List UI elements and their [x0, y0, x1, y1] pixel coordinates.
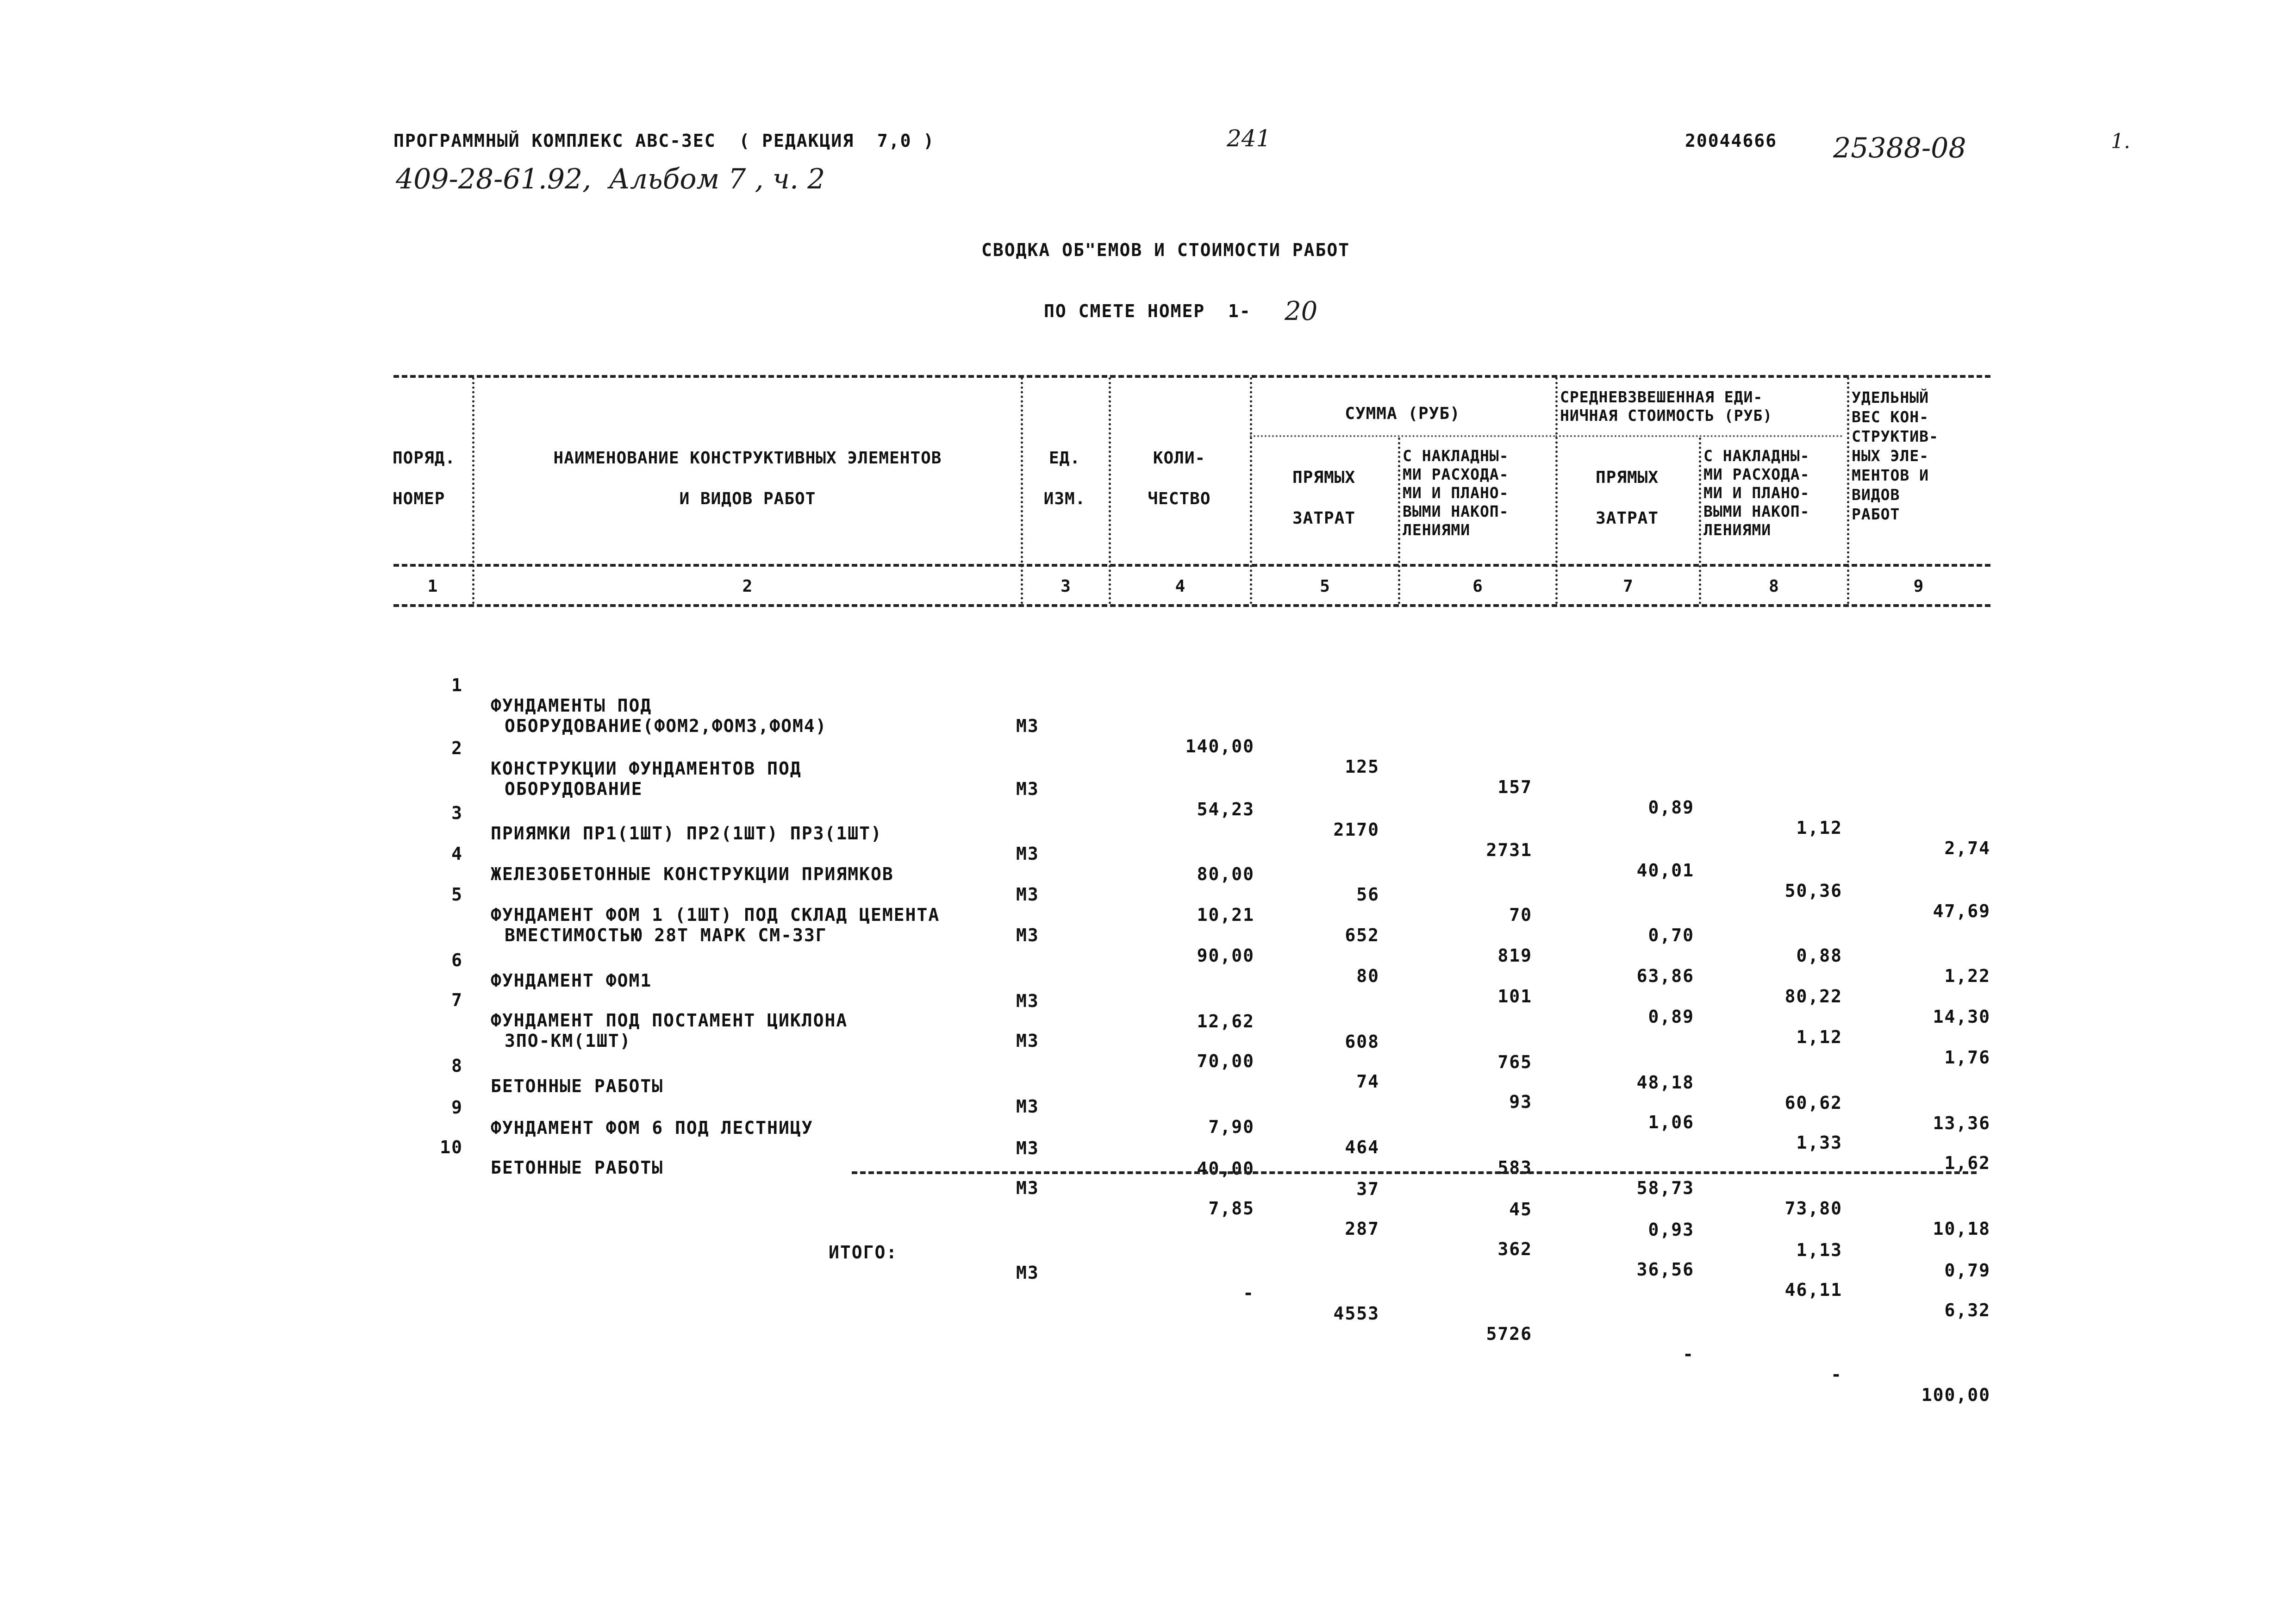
page-number: 241 [1227, 125, 1271, 152]
row-name: ФУНДАМЕНТЫ ПОД ОБОРУДОВАНИЕ(ФОМ2,ФОМ3,ФОМ4) [491, 695, 827, 736]
row-avg-direct: 63,86 [1636, 966, 1694, 986]
col-number-9: 9 [1913, 577, 1924, 596]
document-title: СВОДКА ОБ"ЕМОВ И СТОИМОСТИ РАБОТ [981, 240, 1350, 260]
row-unit: М3 [1016, 716, 1039, 736]
row-avg-direct: 0,89 [1648, 1007, 1694, 1027]
row-avg-overhead: 73,80 [1784, 1198, 1842, 1219]
col-number-3: 3 [1061, 577, 1071, 596]
program-name: ПРОГРАММНЫЙ КОМПЛЕКС АВС-3ЕС ( РЕДАКЦИЯ 7,0 ) [393, 131, 935, 151]
document-code: 20044666 [1685, 131, 1778, 151]
row-share: 10,18 [1933, 1219, 1990, 1239]
row-avg-overhead: 46,11 [1784, 1280, 1842, 1300]
corner-mark: 1. [2111, 130, 2130, 153]
totals-overhead: 5726 [1486, 1324, 1532, 1344]
row-number: 5 [451, 884, 463, 905]
totals-avg-overhead: - [1831, 1364, 1842, 1385]
row-direct: 608 [1345, 1032, 1379, 1052]
totals-rule [852, 1171, 1977, 1174]
col-separator-8 [1847, 377, 1849, 604]
row-direct: 37 [1356, 1179, 1379, 1199]
estimate-number-handwritten: 20 [1285, 296, 1318, 326]
row-number: 6 [451, 950, 463, 970]
row-unit: М3 [1016, 991, 1039, 1011]
row-number: 9 [451, 1097, 463, 1118]
row-quantity: 12,62 [1197, 1011, 1254, 1032]
row-quantity: 70,00 [1197, 1051, 1254, 1071]
row-unit: М3 [1016, 1138, 1039, 1158]
col-separator-1 [472, 377, 474, 604]
row-avg-direct: 58,73 [1636, 1178, 1694, 1198]
row-number: 8 [451, 1056, 463, 1076]
row-direct: 125 [1345, 756, 1379, 777]
row-overhead: 819 [1497, 945, 1532, 966]
col-header-overhead: С НАКЛАДНЫ- МИ РАСХОДА- МИ И ПЛАНО- ВЫМИ НАКОП- ЛЕНИЯМИ [1403, 447, 1509, 539]
row-share: 13,36 [1933, 1113, 1990, 1133]
col-header-share: УДЕЛЬНЫЙ ВЕС КОН- СТРУКТИВ- НЫХ ЭЛЕ- МЕНТОВ И ВИДОВ РАБОТ [1852, 388, 1939, 523]
header-bottom-rule [393, 564, 1990, 567]
row-quantity: 10,21 [1197, 905, 1254, 925]
col-number-6: 6 [1472, 577, 1483, 596]
row-direct: 2170 [1333, 819, 1379, 840]
row-number: 4 [451, 844, 463, 864]
totals-direct: 4553 [1333, 1303, 1379, 1324]
row-unit: М3 [1016, 884, 1039, 905]
row-share: 0,79 [1944, 1260, 1990, 1281]
totals-unit: М3 [1016, 1263, 1039, 1283]
row-overhead: 70 [1509, 905, 1532, 925]
col-header-unit: ЕД. ИЗМ. [1043, 449, 1086, 508]
row-avg-overhead: 80,22 [1784, 986, 1842, 1007]
album-reference: 409-28-61.92, Альбом 7 , ч. 2 [396, 163, 825, 195]
row-avg-direct: 0,93 [1648, 1219, 1694, 1240]
totals-quantity: - [1243, 1283, 1254, 1303]
totals-label: ИТОГО: [829, 1242, 898, 1263]
row-number: 10 [440, 1137, 463, 1157]
row-unit: М3 [1016, 779, 1039, 799]
row-overhead: 2731 [1486, 840, 1532, 860]
totals-avg-direct: - [1683, 1344, 1694, 1364]
row-name: ФУНДАМЕНТ ПОД ПОСТАМЕНТ ЦИКЛОНА 3ПО-КМ(1ШТ) [491, 1010, 848, 1051]
avg-group-rule [1555, 435, 1842, 437]
row-avg-overhead: 60,62 [1784, 1093, 1842, 1113]
totals-share: 100,00 [1921, 1385, 1990, 1405]
row-name: БЕТОННЫЕ РАБОТЫ [491, 1076, 664, 1096]
col-header-quantity: КОЛИ- ЧЕСТВО [1148, 449, 1211, 508]
col-number-5: 5 [1320, 577, 1330, 596]
row-unit: М3 [1016, 1031, 1039, 1051]
row-quantity: 90,00 [1197, 945, 1254, 966]
group-header-average: СРЕДНЕВЗВЕШЕННАЯ ЕДИ- НИЧНАЯ СТОИМОСТЬ (РУБ) [1560, 388, 1773, 425]
row-share: 1,62 [1944, 1153, 1990, 1173]
row-quantity: 7,85 [1208, 1198, 1254, 1219]
row-name: ЖЕЛЕЗОБЕТОННЫЕ КОНСТРУКЦИИ ПРИЯМКОВ [491, 864, 894, 884]
row-share: 47,69 [1933, 901, 1990, 921]
row-name: ПРИЯМКИ ПР1(1ШТ) ПР2(1ШТ) ПР3(1ШТ) [491, 823, 882, 844]
row-share: 1,22 [1944, 966, 1990, 986]
row-avg-direct: 40,01 [1636, 860, 1694, 881]
col-header-name: НАИМЕНОВАНИЕ КОНСТРУКТИВНЫХ ЭЛЕМЕНТОВ И ВИДОВ РАБОТ [553, 449, 942, 508]
col-header-order: ПОРЯД. НОМЕР [393, 449, 456, 508]
table-top-rule [393, 375, 1990, 378]
col-number-1: 1 [427, 577, 438, 596]
row-unit: М3 [1016, 925, 1039, 945]
row-unit: М3 [1016, 1178, 1039, 1198]
row-number: 7 [451, 990, 463, 1010]
row-quantity: 140,00 [1185, 736, 1254, 756]
row-avg-direct: 48,18 [1636, 1072, 1694, 1093]
row-avg-overhead: 1,13 [1796, 1240, 1842, 1260]
estimate-number-label: ПО СМЕТЕ НОМЕР 1- [1044, 301, 1251, 321]
row-number: 3 [451, 803, 463, 823]
row-quantity: 54,23 [1197, 799, 1254, 819]
row-overhead: 583 [1497, 1157, 1532, 1178]
row-quantity: 7,90 [1208, 1117, 1254, 1137]
row-avg-direct: 0,89 [1648, 797, 1694, 818]
row-share: 1,76 [1944, 1047, 1990, 1068]
row-overhead: 93 [1509, 1092, 1532, 1112]
col-number-7: 7 [1623, 577, 1634, 596]
row-direct: 652 [1345, 925, 1379, 945]
numbers-bottom-rule [393, 604, 1990, 607]
row-overhead: 157 [1497, 777, 1532, 797]
col-header-avg-direct: ПРЯМЫХ ЗАТРАТ [1595, 468, 1659, 528]
row-unit: М3 [1016, 844, 1039, 864]
row-number: 1 [451, 675, 463, 695]
row-share: 2,74 [1944, 838, 1990, 858]
col-header-direct: ПРЯМЫХ ЗАТРАТ [1292, 468, 1356, 528]
row-overhead: 101 [1497, 986, 1532, 1007]
col-number-8: 8 [1769, 577, 1779, 596]
col-header-avg-overhead: С НАКЛАДНЫ- МИ РАСХОДА- МИ И ПЛАНО- ВЫМИ НАКОП- ЛЕНИЯМИ [1703, 447, 1810, 539]
row-overhead: 362 [1497, 1239, 1532, 1259]
row-number: 2 [451, 738, 463, 758]
row-direct: 287 [1345, 1219, 1379, 1239]
row-name: ФУНДАМЕНТ ФОМ 1 (1ШТ) ПОД СКЛАД ЦЕМЕНТА ВМЕСТИМОСТЬЮ 28Т МАРК СМ-33Г [491, 905, 940, 945]
row-overhead: 765 [1497, 1052, 1532, 1072]
row-avg-direct: 1,06 [1648, 1112, 1694, 1132]
row-direct: 74 [1356, 1071, 1379, 1092]
row-avg-direct: 0,70 [1648, 925, 1694, 945]
row-name: БЕТОННЫЕ РАБОТЫ [491, 1157, 664, 1178]
row-share: 6,32 [1944, 1300, 1990, 1320]
row-avg-overhead: 1,12 [1796, 818, 1842, 838]
col-number-2: 2 [742, 577, 753, 596]
row-name: КОНСТРУКЦИИ ФУНДАМЕНТОВ ПОД ОБОРУДОВАНИЕ [491, 758, 802, 799]
row-direct: 464 [1345, 1137, 1379, 1157]
row-direct: 80 [1356, 966, 1379, 986]
row-unit: М3 [1016, 1096, 1039, 1117]
row-quantity: 80,00 [1197, 864, 1254, 884]
row-share: 14,30 [1933, 1007, 1990, 1027]
row-avg-overhead: 1,33 [1796, 1132, 1842, 1153]
group-header-sum: СУММА (РУБ) [1345, 404, 1460, 423]
row-quantity: 40,00 [1197, 1158, 1254, 1179]
row-avg-overhead: 50,36 [1784, 881, 1842, 901]
row-avg-overhead: 1,12 [1796, 1027, 1842, 1047]
row-name: ФУНДАМЕНТ ФОМ1 [491, 970, 652, 991]
col-number-4: 4 [1175, 577, 1186, 596]
sum-group-rule [1250, 435, 1555, 437]
row-name: ФУНДАМЕНТ ФОМ 6 ПОД ЛЕСТНИЦУ [491, 1118, 813, 1138]
row-overhead: 45 [1509, 1199, 1532, 1219]
row-avg-overhead: 0,88 [1796, 945, 1842, 966]
handwritten-number: 25388-08 [1833, 132, 1966, 164]
row-avg-direct: 36,56 [1636, 1259, 1694, 1280]
row-direct: 56 [1356, 884, 1379, 905]
